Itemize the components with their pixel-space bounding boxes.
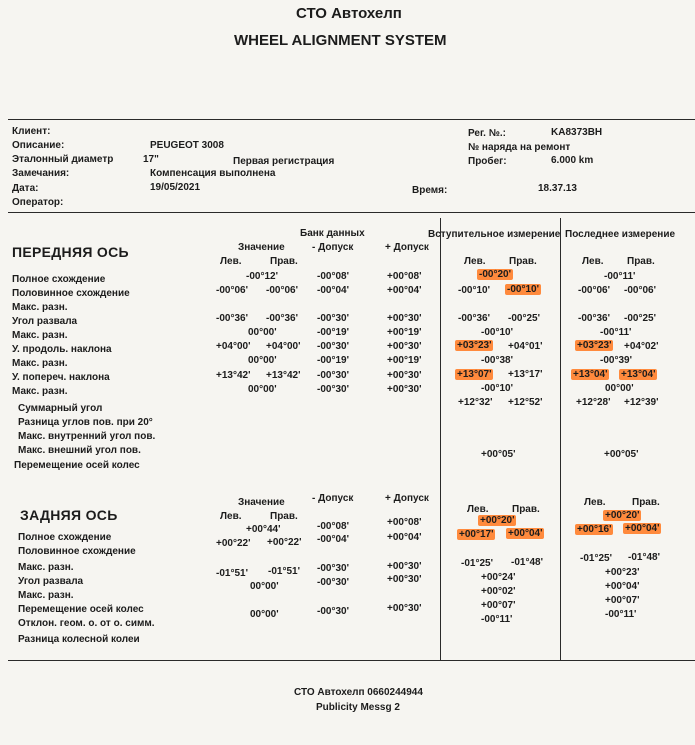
front-label-camber: Угол развала xyxy=(12,316,78,327)
front-final-half-toe-right: -00°06' xyxy=(624,285,656,296)
front-db-total-toe-minus: -00°08' xyxy=(317,271,349,282)
footer-rule xyxy=(8,660,695,661)
rear-label-setback: Перемещение осей колес xyxy=(18,604,144,615)
info-bottom-rule xyxy=(8,212,695,213)
front-label-total-toe: Полное схождение xyxy=(12,274,106,285)
date-value: 19/05/2021 xyxy=(150,182,201,193)
time-label: Время: xyxy=(412,185,448,196)
front-label-max-outer: Макс. внешний угол пов. xyxy=(18,445,141,456)
front-final-kpi-right: +13°04' xyxy=(621,369,656,380)
front-db-caster-plus: +00°30' xyxy=(387,341,422,352)
front-init-caster-right: +04°01' xyxy=(508,341,543,352)
front-plus-header: + Допуск xyxy=(385,242,429,253)
mileage-value: 6.000 km xyxy=(551,155,594,166)
rear-init-setback: +00°02' xyxy=(481,586,516,597)
front-db-kpi-diff-plus: +00°30' xyxy=(387,384,422,395)
rear-db-camber-left: -01°51' xyxy=(216,568,248,579)
rear-db-setback-plus: +00°30' xyxy=(387,603,422,614)
rear-db-half-toe-minus: -00°04' xyxy=(317,534,349,545)
rear-db-camber-plus: +00°30' xyxy=(387,561,422,572)
front-init-half-toe-right: -00°10' xyxy=(507,284,539,295)
front-db-camber-diff-minus: -00°19' xyxy=(317,327,349,338)
client-label: Клиент: xyxy=(12,126,51,137)
front-db-total-toe: -00°12' xyxy=(246,271,278,282)
front-init-caster-left: +03°23' xyxy=(457,340,492,351)
front-final-included-left: +12°28' xyxy=(576,397,611,408)
front-db-half-toe-right: -00°06' xyxy=(266,285,298,296)
front-final-camber-left: -00°36' xyxy=(578,313,610,324)
front-final-caster-right: +04°02' xyxy=(624,341,659,352)
rear-db-half-toe-left: +00°22' xyxy=(216,538,251,549)
rear-final-camber-left: -01°25' xyxy=(580,553,612,564)
company-title: СТО Автохелп xyxy=(296,5,402,22)
rear-label-max-diff: Макс. разн. xyxy=(18,562,74,573)
rear-db-setback: 00°00' xyxy=(250,609,279,620)
remarks-label: Замечания: xyxy=(12,168,70,179)
rear-db-camber-diff-minus: -00°30' xyxy=(317,577,349,588)
description-value: PEUGEOT 3008 xyxy=(150,140,224,151)
rear-minus-header: - Допуск xyxy=(312,493,354,504)
front-final-included-right: +12°39' xyxy=(624,397,659,408)
footer-message: Publicity Messg 2 xyxy=(316,702,400,713)
front-init-camber-left: -00°36' xyxy=(458,313,490,324)
front-db-right-header: Прав. xyxy=(270,256,298,267)
front-label-max-diff: Макс. разн. xyxy=(12,302,68,313)
rear-init-track: -00°11' xyxy=(481,614,513,625)
date-label: Дата: xyxy=(12,183,39,194)
first-reg-label: Первая регистрация xyxy=(233,156,335,167)
reg-label: Рег. №.: xyxy=(468,128,506,139)
rear-final-camber-diff: +00°23' xyxy=(605,567,640,578)
front-final-kpi-left: +13°04' xyxy=(573,369,608,380)
front-value-header: Значение xyxy=(238,242,285,253)
front-db-left-header: Лев. xyxy=(220,256,242,267)
front-final-camber-diff: -00°11' xyxy=(600,327,632,338)
rear-init-camber-left: -01°25' xyxy=(461,558,493,569)
front-label-caster: У. продоль. наклона xyxy=(12,344,112,355)
rear-db-half-toe-right: +00°22' xyxy=(267,537,302,548)
front-label-half-toe: Половинное схождение xyxy=(12,288,130,299)
rear-db-left-header: Лев. xyxy=(220,511,242,522)
remarks-value: Компенсация выполнена xyxy=(150,168,276,179)
front-init-caster-diff: -00°38' xyxy=(481,355,513,366)
rim-value: 17" xyxy=(143,154,159,165)
rear-db-camber-right: -01°51' xyxy=(268,566,300,577)
front-db-camber-right: -00°36' xyxy=(266,313,298,324)
rear-init-half-toe-right: +00°04' xyxy=(508,528,543,539)
front-db-kpi-minus: -00°30' xyxy=(317,370,349,381)
front-final-camber-right: -00°25' xyxy=(624,313,656,324)
database-header: Банк данных xyxy=(300,228,365,239)
front-init-camber-right: -00°25' xyxy=(508,313,540,324)
front-init-half-toe-left: -00°10' xyxy=(458,285,490,296)
front-final-caster-left: +03°23' xyxy=(577,340,612,351)
front-label-max-diff: Макс. разн. xyxy=(12,358,68,369)
rear-plus-header: + Допуск xyxy=(385,493,429,504)
front-init-kpi-left: +13°07' xyxy=(457,369,492,380)
order-label: № наряда на ремонт xyxy=(468,142,571,153)
front-init-kpi-right: +13°17' xyxy=(508,369,543,380)
front-final-setback: +00°05' xyxy=(604,449,639,460)
front-init-total-toe: -00°20' xyxy=(479,269,511,280)
rear-final-right-header: Прав. xyxy=(632,497,660,508)
rear-db-camber-diff: 00°00' xyxy=(250,581,279,592)
front-db-camber-plus: +00°30' xyxy=(387,313,422,324)
front-db-camber-diff-plus: +00°19' xyxy=(387,327,422,338)
rear-init-left-header: Лев. xyxy=(467,504,489,515)
front-init-included-left: +12°32' xyxy=(458,397,493,408)
rear-final-total-toe: +00°20' xyxy=(605,510,640,521)
front-label-max-diff: Макс. разн. xyxy=(12,386,68,397)
rear-label-track-diff: Разница колесной колеи xyxy=(18,634,140,645)
initial-header: Вступительное измерение xyxy=(428,229,561,240)
rear-label-total-toe: Полное схождение xyxy=(18,532,112,543)
front-axle-title: ПЕРЕДНЯЯ ОСЬ xyxy=(12,244,129,260)
front-db-total-toe-plus: +00°08' xyxy=(387,271,422,282)
front-db-kpi-plus: +00°30' xyxy=(387,370,422,381)
description-label: Описание: xyxy=(12,140,65,151)
info-top-rule xyxy=(8,119,695,120)
front-init-kpi-diff: -00°10' xyxy=(481,383,513,394)
rear-init-camber-right: -01°48' xyxy=(511,557,543,568)
front-final-kpi-diff: 00°00' xyxy=(605,383,634,394)
front-db-half-toe-left: -00°06' xyxy=(216,285,248,296)
system-title: WHEEL ALIGNMENT SYSTEM xyxy=(234,32,447,49)
front-db-caster-diff-minus: -00°19' xyxy=(317,355,349,366)
rear-db-total-toe-plus: +00°08' xyxy=(387,517,422,528)
rear-init-right-header: Прав. xyxy=(512,504,540,515)
front-label-setback: Перемещение осей колес xyxy=(14,460,140,471)
front-final-caster-diff: -00°39' xyxy=(600,355,632,366)
front-init-included-right: +12°52' xyxy=(508,397,543,408)
rear-label-max-diff: Макс. разн. xyxy=(18,590,74,601)
rear-final-half-toe-left: +00°16' xyxy=(577,524,612,535)
front-db-camber-left: -00°36' xyxy=(216,313,248,324)
rear-label-thrust: Отклон. геом. о. от о. симм. xyxy=(18,618,155,629)
rear-db-camber-minus: -00°30' xyxy=(317,563,349,574)
front-db-caster-right: +04°00' xyxy=(266,341,301,352)
front-label-included-angle: Суммарный угол xyxy=(18,403,103,414)
rear-final-left-header: Лев. xyxy=(584,497,606,508)
front-db-camber-diff: 00°00' xyxy=(248,327,277,338)
front-db-caster-diff-plus: +00°19' xyxy=(387,355,422,366)
front-db-caster-diff: 00°00' xyxy=(248,355,277,366)
rear-db-camber-diff-plus: +00°30' xyxy=(387,574,422,585)
rear-value-header: Значение xyxy=(238,497,285,508)
front-final-left-header: Лев. xyxy=(582,256,604,267)
front-final-right-header: Прав. xyxy=(627,256,655,267)
front-final-half-toe-left: -00°06' xyxy=(578,285,610,296)
footer-company: СТО Автохелп 0660244944 xyxy=(294,687,423,698)
front-label-toe-out-turns: Разница углов пов. при 20° xyxy=(18,417,153,428)
front-minus-header: - Допуск xyxy=(312,242,354,253)
front-label-max-diff: Макс. разн. xyxy=(12,330,68,341)
rear-final-thrust: +00°07' xyxy=(605,595,640,606)
rear-label-half-toe: Половинное схождение xyxy=(18,546,136,557)
front-db-caster-minus: -00°30' xyxy=(317,341,349,352)
front-db-kpi-right: +13°42' xyxy=(266,370,301,381)
rear-db-right-header: Прав. xyxy=(270,511,298,522)
front-final-total-toe: -00°11' xyxy=(604,271,636,282)
front-db-camber-minus: -00°30' xyxy=(317,313,349,324)
rear-final-half-toe-right: +00°04' xyxy=(625,523,660,534)
rear-final-track: -00°11' xyxy=(605,609,637,620)
rear-final-setback: +00°04' xyxy=(605,581,640,592)
front-db-half-toe-plus: +00°04' xyxy=(387,285,422,296)
front-label-kpi: У. попереч. наклона xyxy=(12,372,110,383)
front-init-setback: +00°05' xyxy=(481,449,516,460)
rear-db-setback-minus: -00°30' xyxy=(317,606,349,617)
mileage-label: Пробег: xyxy=(468,156,507,167)
rear-db-half-toe-plus: +00°04' xyxy=(387,532,422,543)
initial-col-separator xyxy=(440,218,441,660)
reg-value: KA8373BH xyxy=(551,127,603,138)
final-header: Последнее измерение xyxy=(565,229,676,240)
rear-db-total-toe-minus: -00°08' xyxy=(317,521,349,532)
front-db-kpi-left: +13°42' xyxy=(216,370,251,381)
rear-axle-title: ЗАДНЯЯ ОСЬ xyxy=(20,507,118,523)
operator-label: Оператор: xyxy=(12,197,64,208)
rim-label: Эталонный диаметр xyxy=(12,154,114,165)
front-label-max-inner: Макс. внутренний угол пов. xyxy=(18,431,156,442)
final-col-separator xyxy=(560,218,561,660)
front-init-left-header: Лев. xyxy=(464,256,486,267)
rear-init-camber-diff: +00°24' xyxy=(481,572,516,583)
front-init-right-header: Прав. xyxy=(509,256,537,267)
rear-init-total-toe: +00°20' xyxy=(480,515,515,526)
front-db-half-toe-minus: -00°04' xyxy=(317,285,349,296)
rear-init-thrust: +00°07' xyxy=(481,600,516,611)
rear-final-camber-right: -01°48' xyxy=(628,552,660,563)
front-db-kpi-diff: 00°00' xyxy=(248,384,277,395)
front-db-caster-left: +04°00' xyxy=(216,341,251,352)
rear-db-total-toe: +00°44' xyxy=(246,524,281,535)
rear-label-camber: Угол развала xyxy=(18,576,84,587)
time-value: 18.37.13 xyxy=(538,183,577,194)
rear-init-half-toe-left: +00°17' xyxy=(459,529,494,540)
front-db-kpi-diff-minus: -00°30' xyxy=(317,384,349,395)
front-init-camber-diff: -00°10' xyxy=(481,327,513,338)
